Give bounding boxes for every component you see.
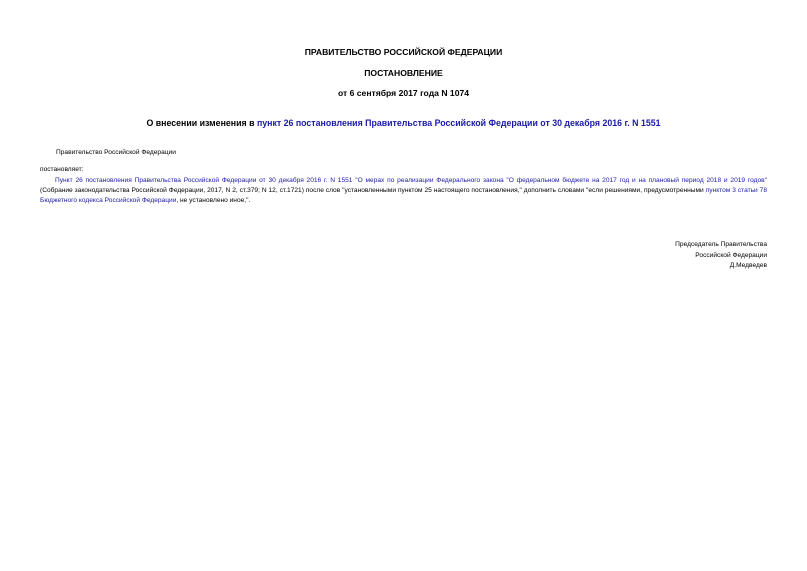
document-type-heading: ПОСТАНОВЛЕНИЕ xyxy=(364,68,443,78)
signature-org: Российской Федерации xyxy=(695,251,767,259)
date-number-heading: от 6 сентября 2017 года N 1074 xyxy=(337,88,470,98)
budget-code-link[interactable]: пунктом 3 статьи 78 Бюджетного кодекса Российской Федерации xyxy=(40,187,767,205)
government-heading: ПРАВИТЕЛЬСТВО РОССИЙСКОЙ ФЕДЕРАЦИИ xyxy=(304,47,503,57)
title-prefix: О внесении изменения в xyxy=(146,118,257,128)
resolution-link[interactable]: Пункт 26 постановления Правительства Российской Федерации от 30 декабря 2016 г. N 1551 "О мерах по реализации Федерального закона "О федеральном бюджете на 2017 год и на плановый период 2018 и 2019 годов" xyxy=(55,177,767,184)
document-title xyxy=(0,118,807,128)
resolves-text: постановляет: xyxy=(40,166,84,173)
paragraph-text-1: (Собрание законодательства Российской Федерации, 2017, N 2, ст.379; N 12, ст.1721) после слов "установленными пунктом 25 настоящего постановления," дополнить словами "если решениями, предусмотренными xyxy=(40,187,706,195)
issuer-text: Правительство Российской Федерации xyxy=(56,149,176,156)
signature-name: Д.Медведев xyxy=(729,262,767,270)
amendment-paragraph xyxy=(40,176,767,207)
signature-position: Председатель Правительства xyxy=(675,241,767,248)
signature-block xyxy=(675,240,767,272)
paragraph-text-2: , не установлено иное,". xyxy=(176,197,251,205)
title-link[interactable]: пункт 26 постановления Правительства Российской Федерации от 30 декабря 2016 г. N 1551 xyxy=(256,118,661,128)
